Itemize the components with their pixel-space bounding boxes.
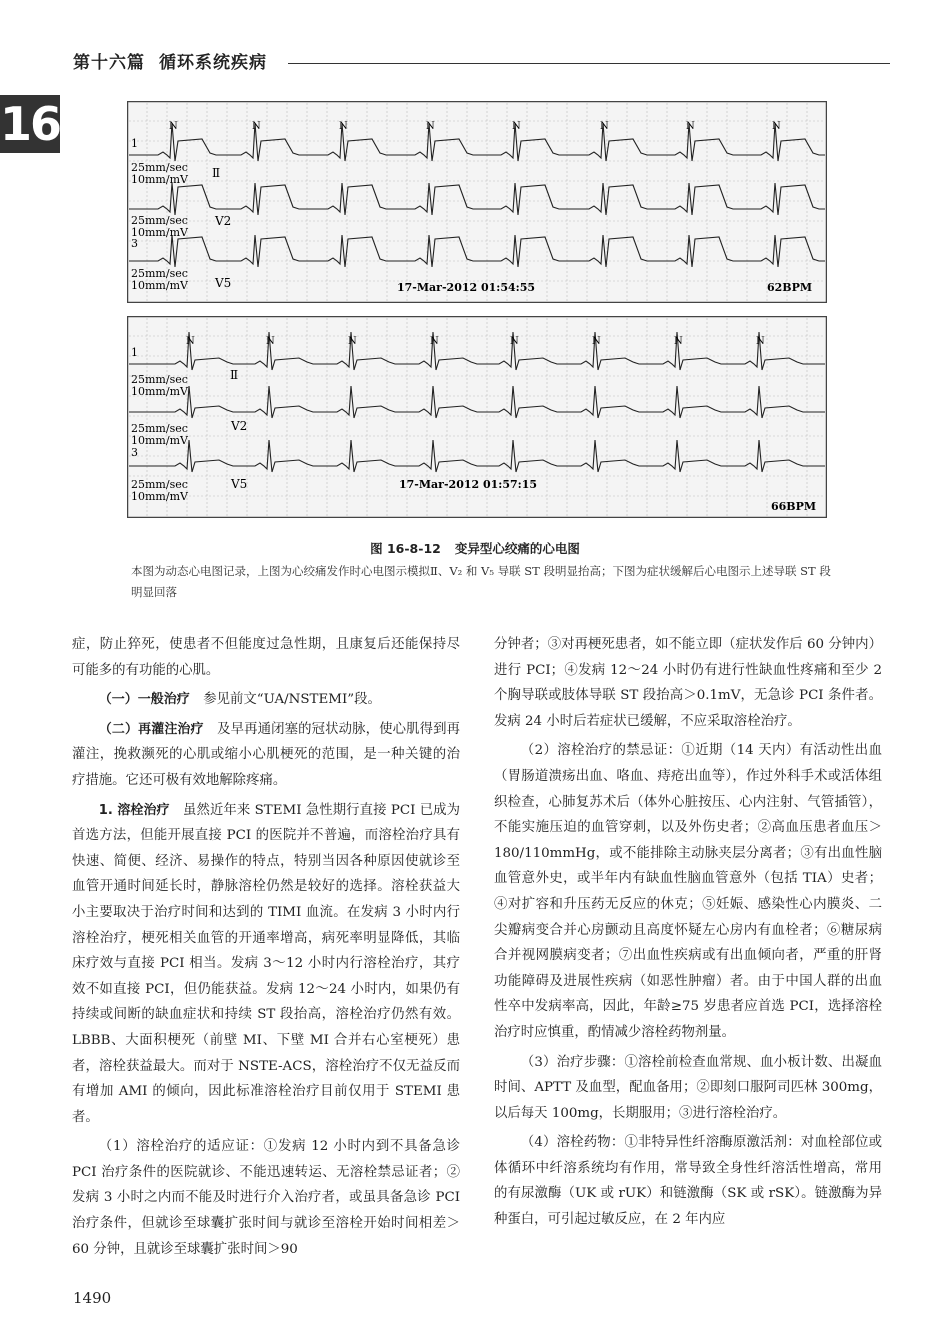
ecg-bottom-svg bbox=[127, 316, 827, 518]
lead-gain: 10mm/mV bbox=[131, 490, 188, 503]
lead-gain: 10mm/mV bbox=[131, 226, 188, 239]
section-heading: （二）再灌注治疗 bbox=[98, 721, 204, 737]
lead-gain: 10mm/mV bbox=[131, 279, 188, 292]
paragraph bbox=[72, 798, 460, 1131]
peak-label: N bbox=[339, 121, 348, 132]
ecg-bpm: 62BPM bbox=[767, 281, 813, 294]
lead-num: 1 bbox=[131, 137, 138, 150]
lead-name: Ⅱ bbox=[212, 166, 221, 180]
ecg-top-svg bbox=[127, 101, 827, 303]
lead-num: 3 bbox=[131, 446, 138, 459]
lead-speed: 25mm/sec bbox=[131, 161, 188, 174]
peak-label: N bbox=[600, 121, 609, 132]
ecg-frame bbox=[128, 102, 827, 303]
peak-label: N bbox=[252, 121, 261, 132]
lead-name: V5 bbox=[215, 276, 232, 290]
lead-gain: 10mm/mV bbox=[131, 173, 188, 186]
paragraph: 分钟者；③对再梗死患者，如不能立即（症状发作后 60 分钟内）进行 PCI；④发病 12～24 小时仍有进行性缺血性疼痛和至少 2 个胸导联或肢体导联 ST 段抬高＞0.1mV，无急诊 PCI 条件者。发病 24 小时后若症状已缓解，不应采取溶栓治疗。 bbox=[494, 637, 882, 729]
left-column bbox=[72, 632, 460, 1266]
right-column bbox=[494, 632, 882, 1237]
lead-name: V5 bbox=[231, 477, 248, 491]
figure-caption bbox=[0, 539, 950, 557]
paragraph: （1）溶栓治疗的适应证：①发病 12 小时内到不具备急诊 PCI 治疗条件的医院就诊、不能迅速转运、无溶栓禁忌证者；②发病 3 小时之内而不能及时进行介入治疗者，或虽具备急诊 PCI 治疗条件，但就诊至球囊扩张时间与就诊至溶栓开始时间相差＞60 分钟，且就诊至球囊扩张时间＞90 bbox=[72, 1139, 460, 1257]
section-heading: （一）一般治疗 bbox=[98, 692, 190, 708]
header-rule bbox=[288, 63, 890, 64]
paragraph: （2）溶栓治疗的禁忌证：①近期（14 天内）有活动性出血（胃肠道溃疡出血、咯血、痔疮出血等），作过外科手术或活体组织检查，心肺复苏术后（体外心脏按压、心内注射、气管插管），不能实施压迫的血管穿刺，以及外伤史者；②高血压患者血压＞180/110mmHg，或不能排除主动脉夹层分离者；③有出血性脑血管意外史，或半年内有缺血性脑血管意外（包括 TIA）史者；④对扩容和升压药无反应的休克；⑤妊娠、感染性心内膜炎、二尖瓣病变合并心房颤动且高度怀疑左心房内有血栓者；⑥糖尿病合并视网膜病变者；⑦出血性疾病或有出血倾向者，严重的肝肾功能障碍及进展性疾病（如恶性肿瘤）者。由于中国人群的出血性卒中发病率高，因此，年龄≥75 岁患者应首选 PCI，选择溶栓治疗时应慎重，酌情减少溶栓药物剂量。 bbox=[494, 743, 882, 1040]
peak-label: N bbox=[592, 336, 601, 347]
peak-label: N bbox=[772, 121, 781, 132]
figure-title: 变异型心绞痛的心电图 bbox=[454, 541, 580, 556]
ecg-timestamp: 17-Mar-2012 01:57:15 bbox=[399, 478, 538, 491]
paragraph: （3）治疗步骤：①溶栓前检查血常规、血小板计数、出凝血时间、APTT 及血型，配血备用；②即刻口服阿司匹林 300mg，以后每天 100mg，长期服用；③进行溶栓治疗。 bbox=[494, 1054, 882, 1121]
lead-speed: 25mm/sec bbox=[131, 267, 188, 280]
peak-label: N bbox=[510, 336, 519, 347]
peak-label: N bbox=[430, 336, 439, 347]
peak-label: N bbox=[674, 336, 683, 347]
lead-num: 1 bbox=[131, 346, 138, 359]
lead-speed: 25mm/sec bbox=[131, 478, 188, 491]
paragraph: （4）溶栓药物：①非特异性纤溶酶原激活剂：对血栓部位或体循环中纤溶系统均有作用，常导致全身性纤溶活性增高，常用的有尿激酶（UK 或 rUK）和链激酶（SK 或 rSK）。链激酶为异种蛋白，可引起过敏反应，在 2 年内应 bbox=[494, 1135, 882, 1228]
header-part: 第十六篇 bbox=[73, 53, 145, 73]
lead-num: 3 bbox=[131, 237, 138, 250]
paragraph: 症，防止猝死，使患者不但能度过急性期，且康复后还能保持尽可能多的有功能的心肌。 bbox=[72, 637, 460, 678]
lead-gain: 10mm/mV bbox=[131, 434, 188, 447]
peak-label: N bbox=[186, 336, 195, 347]
lead-name: Ⅱ bbox=[230, 368, 239, 382]
peak-label: N bbox=[266, 336, 275, 347]
ecg-bpm: 66BPM bbox=[771, 500, 817, 513]
peak-label: N bbox=[512, 121, 521, 132]
lead-speed: 25mm/sec bbox=[131, 422, 188, 435]
peak-label: N bbox=[169, 121, 178, 132]
peak-label: N bbox=[426, 121, 435, 132]
paragraph bbox=[72, 687, 460, 713]
paragraph-body: 参见前文“UA/NSTEMI”段。 bbox=[189, 692, 381, 708]
header-section: 循环系统疾病 bbox=[159, 53, 267, 73]
lead-speed: 25mm/sec bbox=[131, 214, 188, 227]
peak-label: N bbox=[756, 336, 765, 347]
lead-name: V2 bbox=[231, 419, 248, 433]
running-header bbox=[73, 48, 267, 73]
figure-number: 图 16-8-12 bbox=[370, 541, 441, 556]
ecg-panel-bottom bbox=[127, 316, 827, 518]
lead-gain: 10mm/mV bbox=[131, 385, 188, 398]
figure-note: 本图为动态心电图记录，上图为心绞痛发作时心电图示模拟Ⅱ、V₂ 和 V₅ 导联 ST 段明显抬高；下图为症状缓解后心电图示上述导联 ST 段明显回落 bbox=[131, 564, 831, 599]
ecg-panel-top bbox=[127, 101, 827, 303]
lead-name: V2 bbox=[215, 214, 232, 228]
chapter-tab: 16 bbox=[0, 97, 61, 151]
page-number: 1490 bbox=[73, 1289, 112, 1307]
paragraph bbox=[72, 717, 460, 794]
paragraph-body: 及早再通闭塞的冠状动脉，使心肌得到再灌注，挽救濒死的心肌或缩小心肌梗死的范围，是一种关键的治疗措施。它还可极有效地解除疼痛。 bbox=[72, 721, 460, 788]
peak-label: N bbox=[686, 121, 695, 132]
ecg-timestamp: 17-Mar-2012 01:54:55 bbox=[397, 281, 536, 294]
paragraph-body: 虽然近年来 STEMI 急性期行直接 PCI 已成为首选方法，但能开展直接 PCI 的医院并不普遍，而溶栓治疗具有快速、简便、经济、易操作的特点，特别当因各种原因使就诊至血管开通时间延长时，静脉溶栓仍然是较好的选择。溶栓获益大小主要取决于治疗时间和达到的 TIMI 血流。在发病 3 小时内行溶栓治疗，梗死相关血管的开通率增高，病死率明显降低，其临床疗效与直接 PCI 相当。发病 3～12 小时内行溶栓治疗，其疗效不如直接 PCI，但仍能获益。发病 12～24 小时内，如果仍有持续或间断的缺血症状和持续 ST 段抬高，溶栓治疗仍然有效。LBBB、大面积梗死（前壁 MI、下壁 MI 合并右心室梗死）患者，溶栓获益最大。而对于 NSTE-ACS，溶栓治疗不仅无益反而有增加 AMI 的倾向，因此标准溶栓治疗目前仅用于 STEMI 患者。 bbox=[72, 802, 460, 1125]
lead-speed: 25mm/sec bbox=[131, 373, 188, 386]
section-heading: 1. 溶栓治疗 bbox=[98, 802, 170, 818]
peak-label: N bbox=[348, 336, 357, 347]
